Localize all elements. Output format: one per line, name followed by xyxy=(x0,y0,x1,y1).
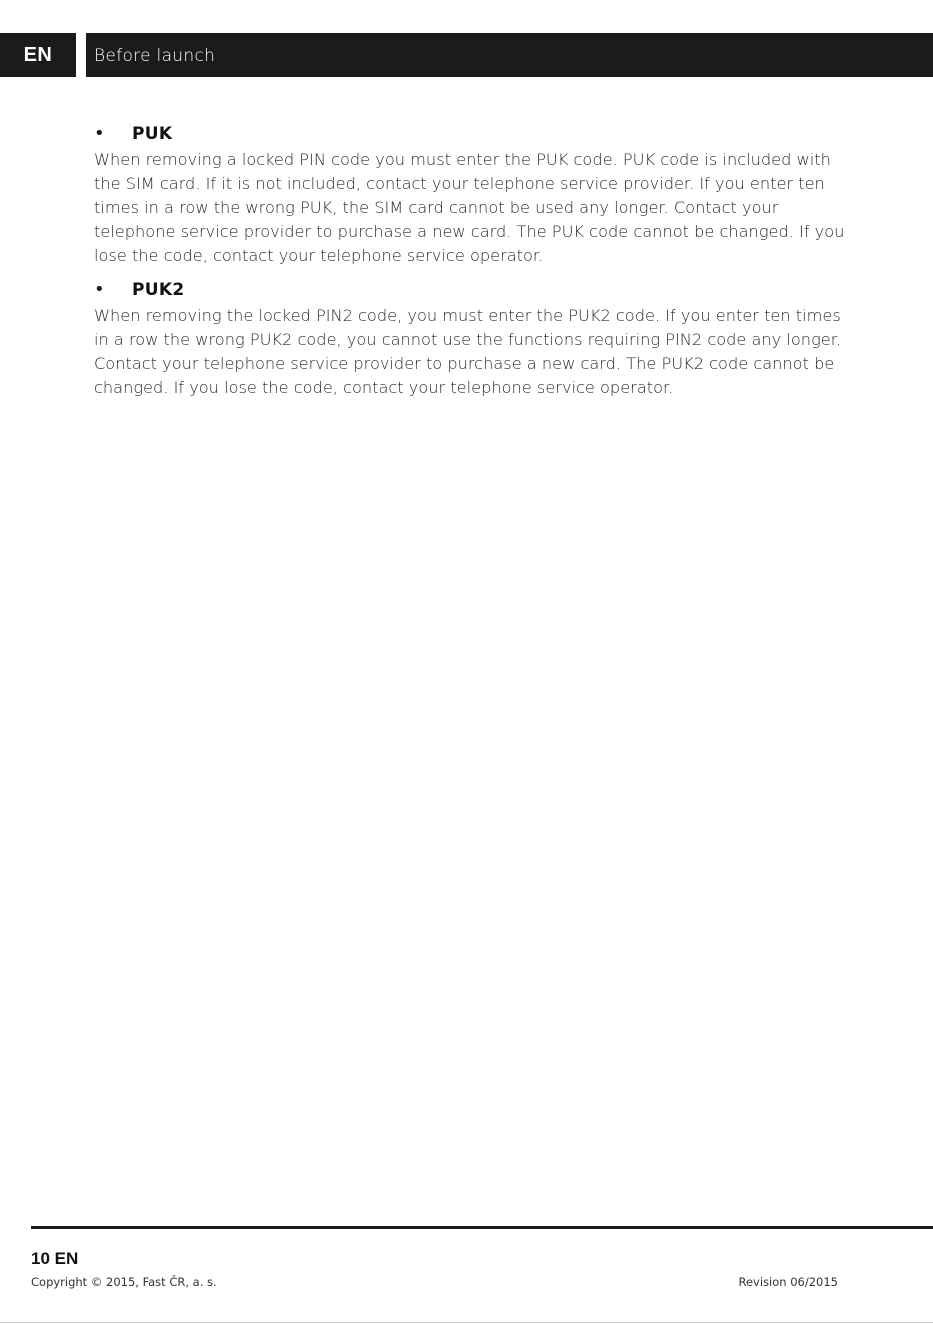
section-header-bar xyxy=(86,33,933,77)
section-body: When removing the locked PIN2 code, you must enter the PUK2 code. If you enter ten times in a row the wrong PUK2 code, you cannot use the functions requiring PIN2 code any longer. Contact your telephone service provider to purchase a new card. The PUK2 code cannot be changed. If you lose the code, contact your telephone service operator. xyxy=(94,306,842,397)
section-heading xyxy=(94,120,846,148)
page-edge xyxy=(0,1322,933,1323)
section-body: When removing a locked PIN code you must enter the PUK code. PUK code is included with the SIM card. If it is not included, contact your telephone service provider. If you enter ten times in a row the wrong PUK, the SIM card cannot be used any longer. Contact your telephone service provider to purchase a new card. The PUK code cannot be changed. If you lose the code, contact your telephone service operator. xyxy=(94,150,845,265)
page-number: 10 EN xyxy=(31,1249,79,1268)
bullet-icon: • xyxy=(94,279,105,300)
footer-divider xyxy=(31,1226,933,1229)
page-content xyxy=(94,120,846,408)
section-puk2 xyxy=(94,276,846,400)
bullet-icon: • xyxy=(94,123,105,144)
section-heading-label: PUK xyxy=(132,124,173,144)
copyright-notice: Copyright © 2015, Fast ČR, a. s. xyxy=(31,1275,217,1289)
language-label: EN xyxy=(23,44,53,66)
section-title: Before launch xyxy=(94,46,216,66)
language-badge xyxy=(0,33,76,77)
section-puk xyxy=(94,120,846,268)
revision-label: Revision 06/2015 xyxy=(738,1275,838,1289)
section-heading xyxy=(94,276,846,304)
section-heading-label: PUK2 xyxy=(132,280,185,300)
